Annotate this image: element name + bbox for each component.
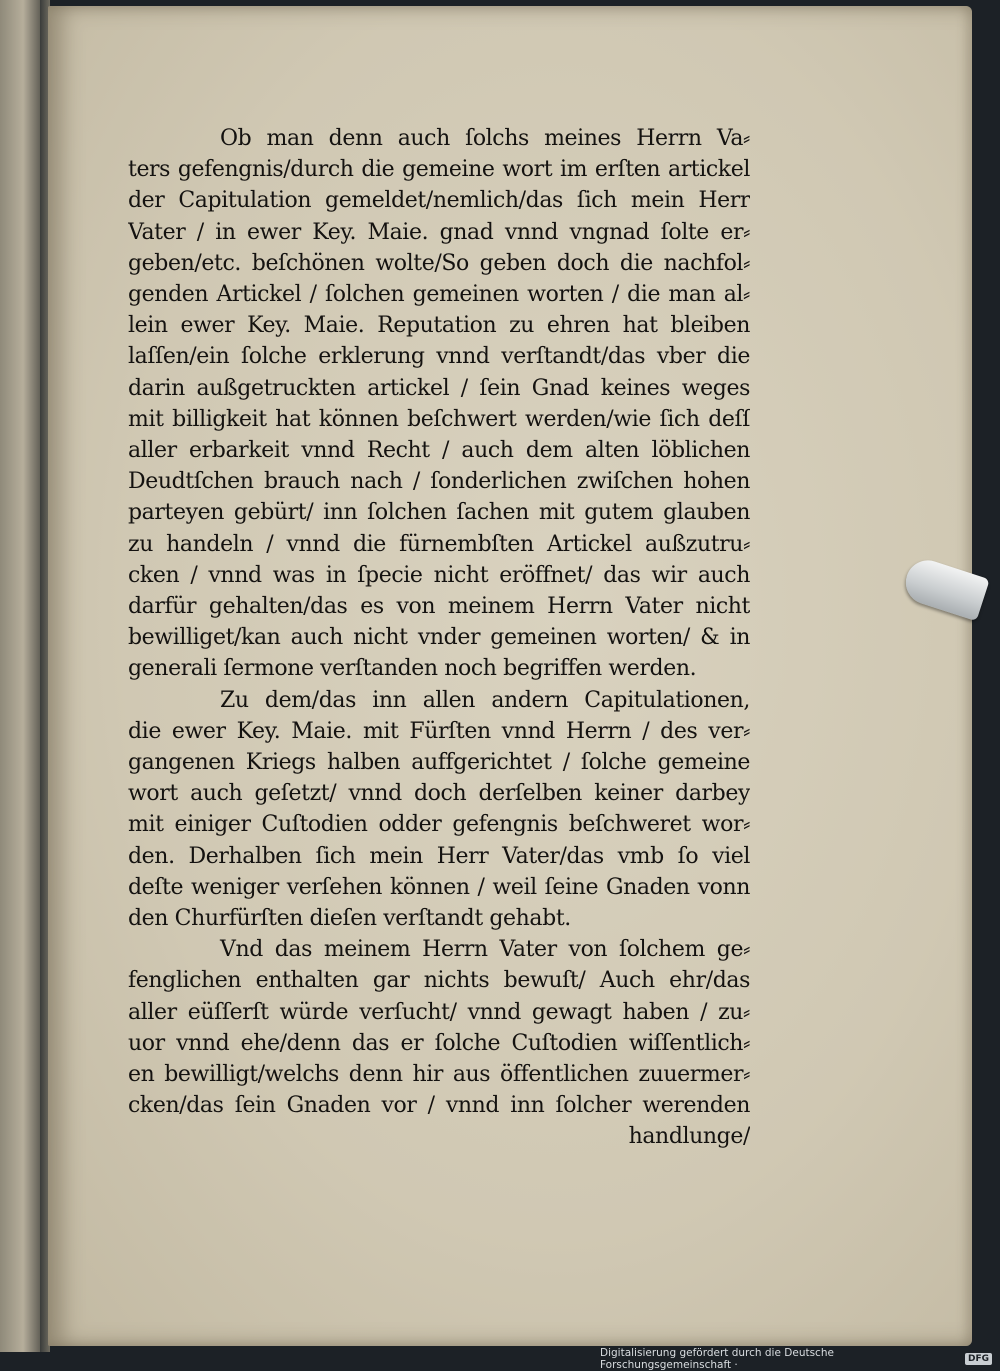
text-line: cken/das ſein Gnaden vor / vnnd inn ſolcher werenden (128, 1093, 750, 1119)
text-line: cken / vnnd was in ſpecie nicht eröffnet/ das wir auch (128, 562, 750, 588)
text-line: parteyen gebürt/ inn ſolchen ſachen mit gutem glauben (128, 500, 750, 526)
text-line: handlunge/ (628, 1124, 750, 1150)
text-line: aller eüſſerſt würde verſucht/ vnnd gewagt haben / zu⸗ (128, 999, 750, 1025)
text-line: uor vnnd ehe/denn das er ſolche Cuſtodien wiſſentlich⸗ (128, 1030, 750, 1056)
text-line: mit billigkeit hat können beſchwert werden/wie ſich deſſ (128, 406, 750, 432)
text-line: den. Derhalben ſich mein Herr Vater/das vmb ſo viel (128, 843, 750, 869)
text-line: wort auch geſetzt/ vnnd doch derſelben keiner darbey (128, 781, 750, 807)
text-line: gangenen Kriegs halben auffgerichtet / ſolche gemeine (128, 750, 750, 775)
text-line: aller erbarkeit vnnd Recht / auch dem alten löblichen (128, 438, 750, 463)
text-line: geben/etc. beſchönen wolte/So geben doch die nachfol⸗ (128, 250, 750, 276)
text-line: laſſen/ein ſolche erklerung vnnd verſtandt/das vber die (128, 344, 750, 370)
page-text-block (128, 122, 750, 1150)
dfg-logo: DFG (965, 1353, 992, 1365)
text-line: fenglichen enthalten gar nichts bewuſt/ Auch ehr/das (128, 968, 750, 994)
text-line: darin außgetruckten artickel / ſein Gnad keines weges (128, 375, 750, 401)
text-line: die ewer Key. Maie. mit Fürſten vnnd Herrn / des ver⸗ (128, 718, 750, 744)
left-page-edge (0, 0, 42, 1352)
text-line: Ob man denn auch ſolchs meines Herrn Va⸗ (220, 126, 750, 151)
footer-bar (600, 1349, 1000, 1369)
text-line: Vnd das meinem Herrn Vater von ſolchem ge⸗ (220, 937, 750, 963)
text-line: Zu dem/das inn allen andern Capitulationen, (220, 687, 750, 713)
text-line: genden Artickel / ſolchen gemeinen worten / die man al⸗ (128, 282, 750, 307)
text-line: Vater / in ewer Key. Maie. gnad vnnd vngnad ſolte er⸗ (128, 219, 750, 245)
text-line: lein ewer Key. Maie. Reputation zu ehren hat bleiben (128, 313, 750, 339)
text-line: deſte weniger verſehen können / weil ſeine Gnaden vonn (128, 874, 750, 900)
text-line: ters gefengnis/durch die gemeine wort im erſten artickel (128, 157, 750, 183)
text-line: den Churfürſten dieſen verſtandt gehabt. (128, 906, 571, 931)
text-line: darfür gehalten/das es von meinem Herrn Vater nicht (128, 594, 750, 619)
book-page (48, 6, 972, 1346)
footer-credit: Digitalisierung gefördert durch die Deutsche Forschungsgemeinschaft · (600, 1347, 834, 1371)
text-line: Deudtſchen brauch nach / ſonderlichen zwiſchen hohen (128, 469, 750, 495)
text-line: der Capitulation gemeldet/nemlich/das ſich mein Herr (128, 188, 750, 214)
text-line: bewilliget/kan auch nicht vnder gemeinen worten/ & in (128, 625, 750, 651)
text-line: zu handeln / vnnd die fürnembſten Artickel außzutru⸗ (128, 531, 750, 557)
text-line: generali ſermone verſtanden noch begriffen werden. (128, 656, 697, 682)
text-line: en bewilligt/welchs denn hir aus öffentlichen zuuermer⸗ (128, 1062, 750, 1087)
text-line: mit einiger Cuſtodien odder gefengnis beſchweret wor⸗ (128, 812, 750, 838)
